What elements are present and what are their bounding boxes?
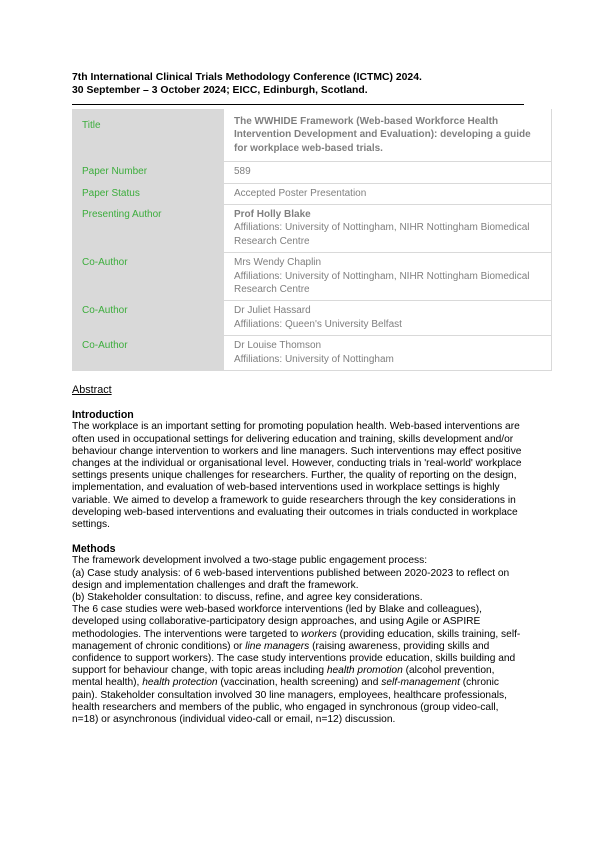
header-divider — [72, 104, 524, 105]
coauthor-label: Co-Author — [72, 336, 224, 371]
paper-number-label: Paper Number — [72, 162, 224, 183]
presenting-author-label: Presenting Author — [72, 205, 224, 253]
coauthor-value — [224, 336, 552, 371]
conference-dates: 30 September – 3 October 2024; EICC, Edinburgh, Scotland. — [72, 85, 368, 96]
coauthor-value — [224, 301, 552, 336]
coauthor-affiliation: Affiliations: University of Nottingham, NIHR Nottingham Biomedical Research Centre — [234, 270, 530, 296]
methods-heading: Methods — [72, 543, 116, 556]
presenting-author-affiliation: Affiliations: University of Nottingham, NIHR Nottingham Biomedical Research Centre — [234, 222, 530, 247]
methods-text-part: (providing education, skills training, self-management of chronic conditions) or — [72, 628, 521, 652]
presenting-author-value — [224, 205, 552, 253]
conference-header-block — [72, 71, 524, 105]
methods-paragraph — [72, 604, 527, 726]
paper-status-value: Accepted Poster Presentation — [224, 183, 552, 204]
methods-text-part: (raising awareness, providing skills and confidence to support workers). The case study interventions provide education, skills building and support for behaviour change, with topic areas including — [72, 640, 516, 677]
methods-text-part: (vaccination, health screening) and — [217, 677, 382, 689]
methods-text-part: (alcohol prevention, mental health), — [72, 665, 495, 689]
conference-title: 7th International Clinical Trials Methodology Conference (ICTMC) 2024. — [72, 72, 422, 83]
methods-emphasis: line managers — [245, 640, 310, 652]
coauthor-affiliation: Affiliations: University of Nottingham — [234, 353, 394, 365]
coauthor-name: Mrs Wendy Chaplin — [234, 257, 322, 269]
row-presenting-author — [72, 205, 552, 253]
coauthor-label: Co-Author — [72, 253, 224, 301]
paper-status-label: Paper Status — [72, 183, 224, 204]
introduction-heading: Introduction — [72, 409, 134, 422]
row-coauthor-2 — [72, 301, 552, 336]
methods-emphasis: health protection — [142, 677, 218, 689]
coauthor-label: Co-Author — [72, 301, 224, 336]
methods-line: (b) Stakeholder consultation: to discuss, refine, and agree key considerations. — [72, 592, 423, 604]
row-paper-number — [72, 162, 552, 183]
methods-emphasis: health promotion — [326, 665, 403, 677]
row-title — [72, 109, 552, 162]
paper-number-value: 589 — [224, 162, 552, 183]
coauthor-affiliation: Affiliations: Queen's University Belfast — [234, 318, 402, 330]
row-paper-status — [72, 183, 552, 204]
methods-text-part: (chronic pain). Stakeholder consultation involved 30 line managers, employees, healthcare professionals, health researchers and members of the public, who engaged in synchronous (group video-call, n=18) or asynchronous (individual video-call or email, n=12) discussion. — [72, 677, 507, 726]
coauthor-value — [224, 253, 552, 301]
abstract-body — [72, 384, 527, 738]
row-coauthor-1 — [72, 253, 552, 301]
methods-text — [72, 555, 527, 726]
methods-emphasis: self-management — [381, 677, 460, 689]
paper-info-table — [72, 109, 552, 371]
abstract-heading: Abstract — [72, 384, 112, 396]
coauthor-name: Dr Juliet Hassard — [234, 305, 311, 317]
title-value: The WWHIDE Framework (Web-based Workforce Health Intervention Development and Evaluation): developing a guide for workplace web-based trials. — [224, 109, 552, 162]
row-coauthor-3 — [72, 336, 552, 371]
methods-text-part: The 6 case studies were web-based workforce interventions (led by Blake and colleagues), developed using collaborative-participatory design approaches, and using Agile or ASPIRE methodologies. The interventions were targeted to — [72, 604, 482, 640]
presenting-author-name: Prof Holly Blake — [234, 209, 311, 221]
coauthor-name: Dr Louise Thomson — [234, 340, 322, 352]
methods-emphasis: workers — [301, 628, 337, 640]
methods-line: (a) Case study analysis: of 6 web-based interventions published between 2020-2023 to reflect on design and implementation challenges and draft the framework. — [72, 567, 510, 591]
methods-line: The framework development involved a two-stage public engagement process: — [72, 555, 428, 567]
introduction-text: The workplace is an important setting for promoting population health. Web-based interventions are often used in occupational settings for delivering education and training, skills development and/or behaviour change intervention to workers and line managers. Such interventions may effect positive changes at the individual or organisational level. However, conducting trials in 'real-world' workplace settings presents unique challenges for researchers. Further, the quality of reporting on the design, implementation, and evaluation of web-based interventions used in workplace settings is highly variable. We aimed to develop a framework to guide researchers through the key considerations in developing web-based interventions and evaluating their outcomes in trials conducted in workplace settings. — [72, 421, 522, 531]
title-label: Title — [72, 109, 224, 162]
